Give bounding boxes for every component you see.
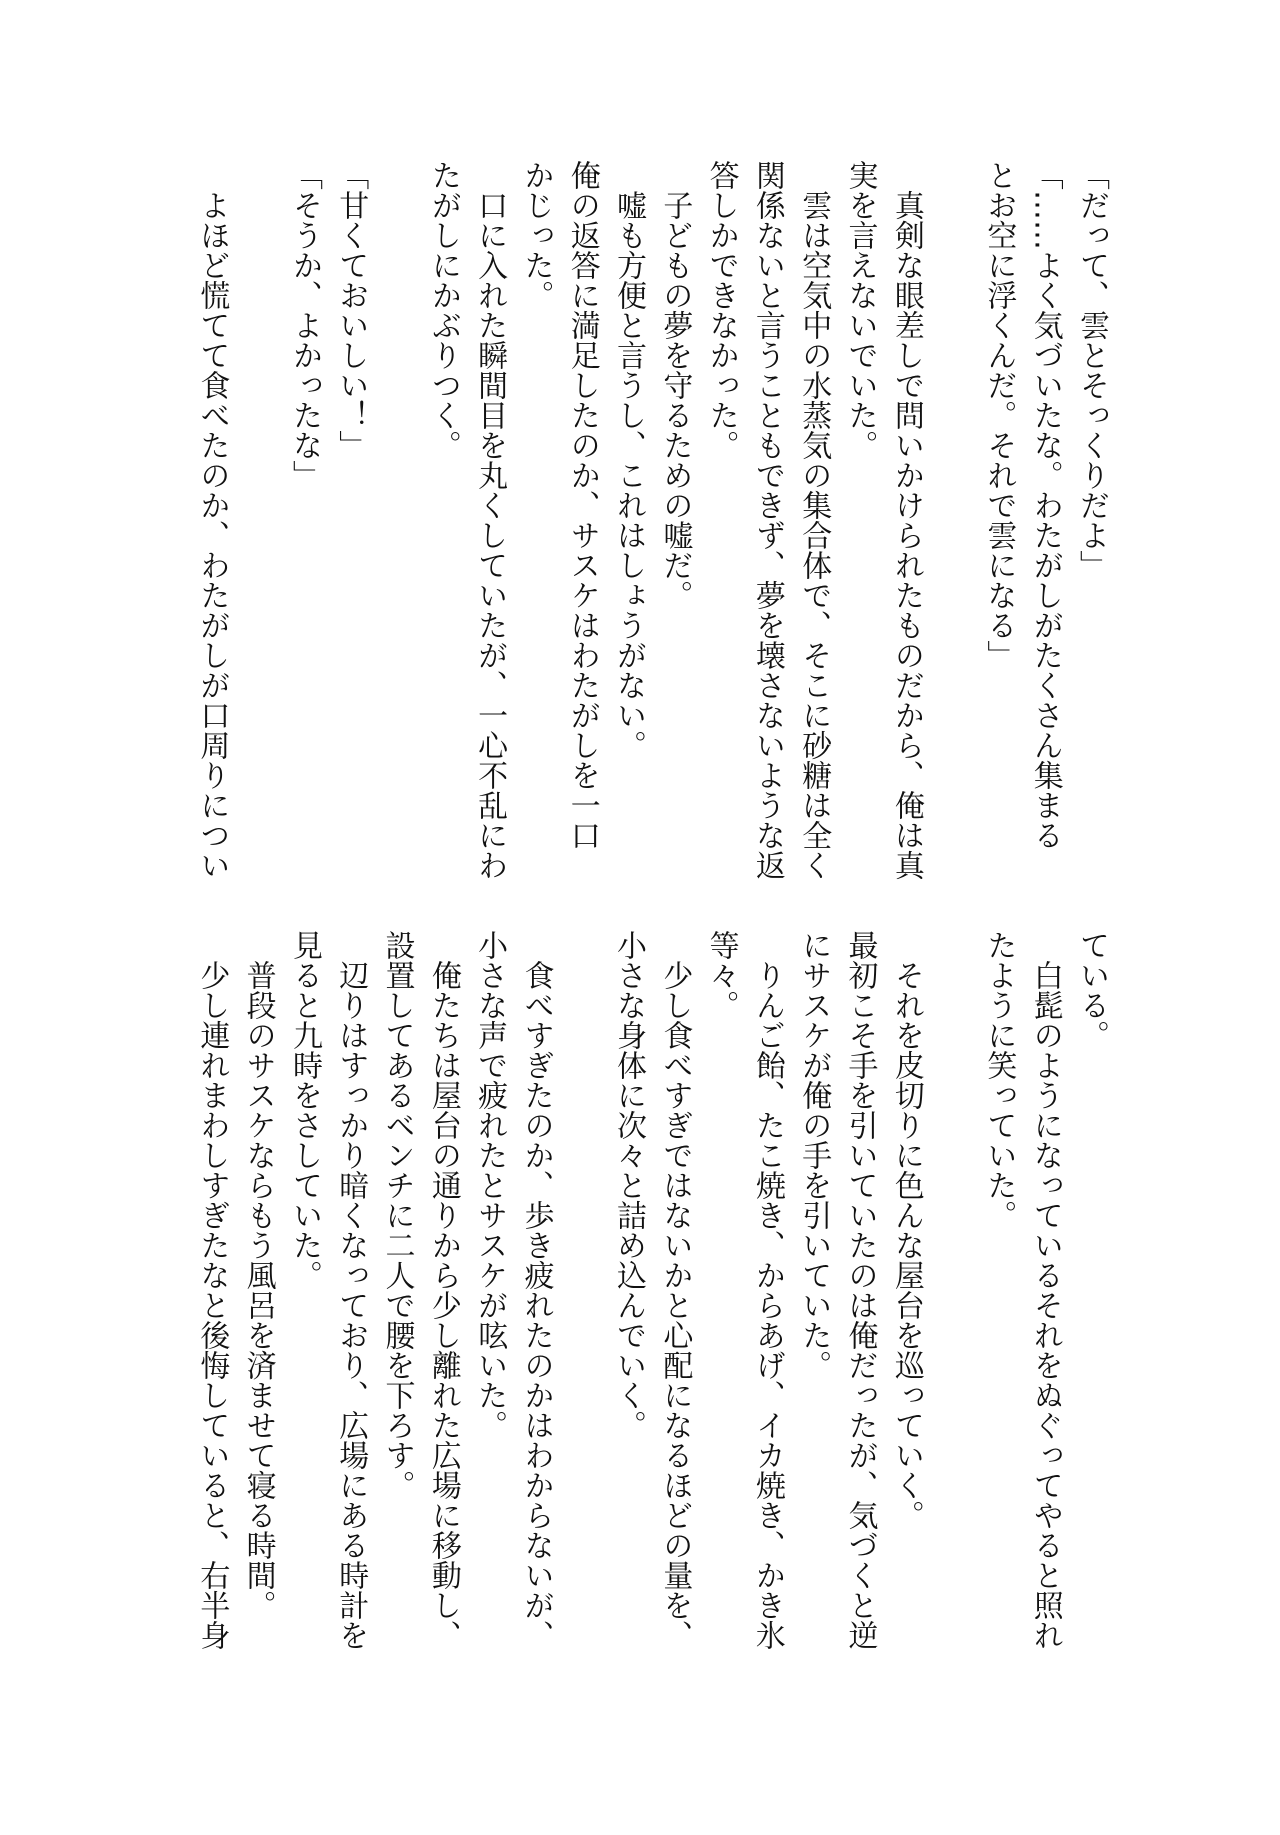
text-line: りんご飴、たこ焼き、からあげ、イカ焼き、かき氷 bbox=[749, 960, 785, 1650]
text-line: 「甘くておいしい！」 bbox=[333, 160, 369, 460]
blank-line bbox=[558, 930, 604, 1650]
text-line: それを皮切りに色んな屋台を巡っていく。 bbox=[888, 960, 924, 1530]
text-line: 俺たちは屋台の通りから少し離れた広場に移動し、 bbox=[425, 960, 461, 1650]
text-line: たがしにかぶりつく。 bbox=[425, 160, 461, 460]
text-line: 真剣な眼差しで問いかけられたものだから、俺は真 bbox=[888, 190, 924, 880]
text-line: 辺りはすっかり暗くなっており、広場にある時計を bbox=[333, 960, 369, 1650]
text-line: 等々。 bbox=[703, 930, 739, 1020]
text-line: 見ると九時をさしていた。 bbox=[286, 930, 322, 1290]
text-line: 嘘も方便と言うし、これはしょうがない。 bbox=[611, 190, 647, 760]
text-line: 子どもの夢を守るための嘘だ。 bbox=[657, 190, 693, 610]
text-line: たように笑っていた。 bbox=[981, 930, 1017, 1230]
text-line: 雲は空気中の水蒸気の集合体で、そこに砂糖は全く bbox=[796, 190, 832, 880]
text-line: 俺の返答に満足したのか、サスケはわたがしを一口 bbox=[564, 160, 600, 850]
text-line: 「だって、雲とそっくりだよ」 bbox=[1074, 160, 1109, 580]
text-line: 小さな身体に次々と詰め込んでいく。 bbox=[611, 930, 647, 1440]
text-line: 「そうか、よかったな」 bbox=[286, 160, 322, 490]
text-line: ている。 bbox=[1074, 930, 1109, 1050]
text-line: かじった。 bbox=[518, 160, 554, 310]
text-line: 少し食べすぎではないかと心配になるほどの量を、 bbox=[657, 960, 693, 1650]
text-line: 「……よく気づいたな。わたがしがたくさん集まる bbox=[1027, 160, 1063, 850]
text-line: 小さな声で疲れたとサスケが呟いた。 bbox=[472, 930, 508, 1440]
text-line: 関係ないと言うこともできず、夢を壊さないような返 bbox=[749, 160, 785, 880]
blank-line bbox=[373, 160, 419, 880]
text-line: 最初こそ手を引いていたのは俺だったが、気づくと逆 bbox=[842, 930, 878, 1650]
text-line: 普段のサスケならもう風呂を済ませて寝る時間。 bbox=[240, 960, 276, 1620]
text-line: 白髭のようになっているそれをぬぐってやると照れ bbox=[1027, 960, 1063, 1650]
text-block-top bbox=[188, 160, 1114, 880]
text-line: 少し連れまわしすぎたなと後悔していると、右半身 bbox=[194, 960, 230, 1650]
text-line: 実を言えないでいた。 bbox=[842, 160, 878, 460]
blank-line bbox=[929, 160, 975, 880]
text-line: とお空に浮くんだ。それで雲になる」 bbox=[981, 160, 1017, 670]
text-line: よほど慌てて食べたのか、わたがしが口周りについ bbox=[194, 190, 230, 880]
blank-line bbox=[929, 930, 975, 1650]
text-line: 設置してあるベンチに二人で腰を下ろす。 bbox=[379, 930, 415, 1500]
blank-line bbox=[234, 160, 280, 880]
text-line: 口に入れた瞬間目を丸くしていたが、一心不乱にわ bbox=[472, 190, 508, 880]
text-line: にサスケが俺の手を引いていた。 bbox=[796, 930, 832, 1380]
text-line: 食べすぎたのか、歩き疲れたのかはわからないが、 bbox=[518, 960, 554, 1650]
text-line: 答しかできなかった。 bbox=[703, 160, 739, 460]
text-block-bottom bbox=[188, 930, 1114, 1650]
